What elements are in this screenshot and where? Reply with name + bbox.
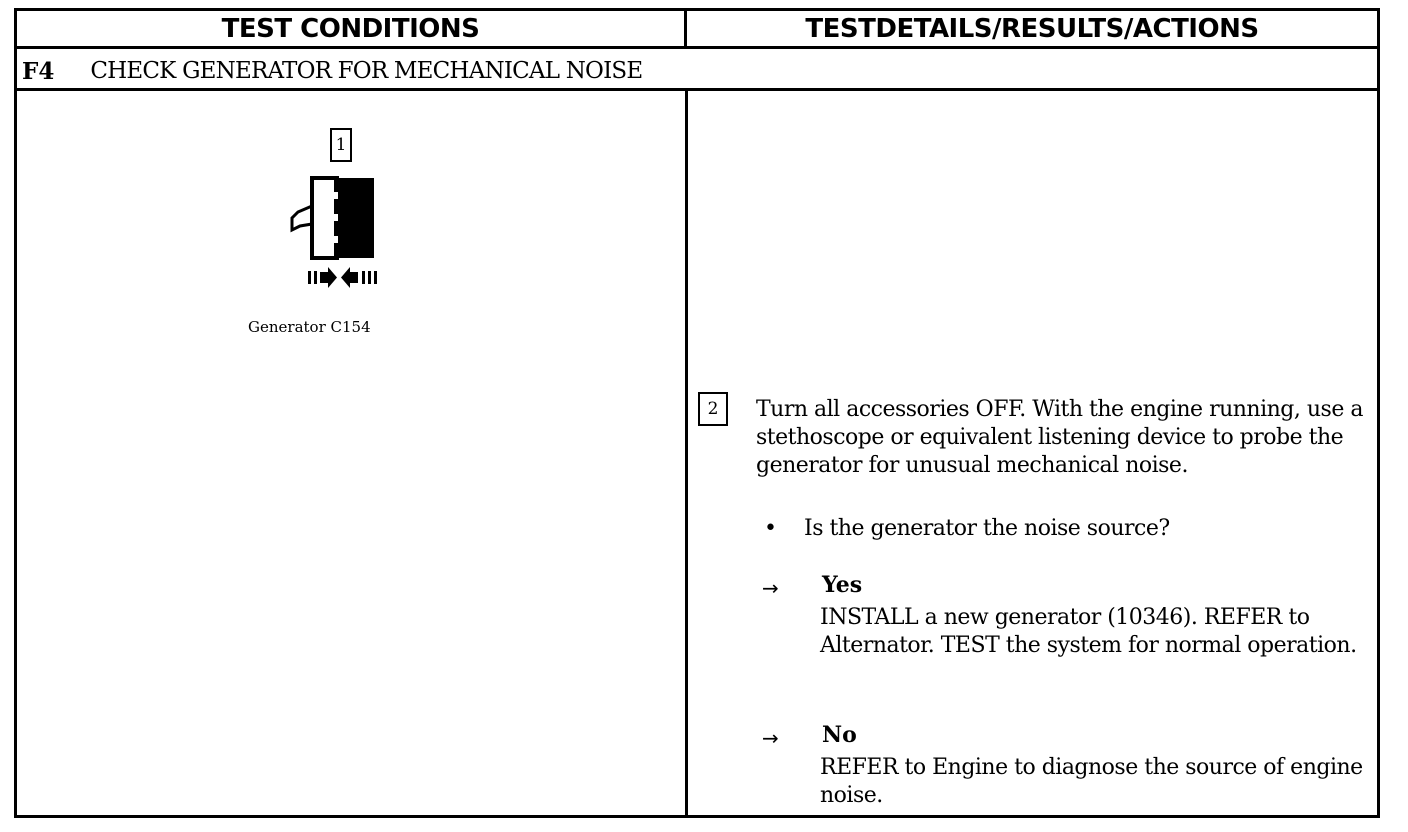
bullet-icon: •	[764, 516, 777, 541]
question-line	[764, 515, 1170, 543]
body-column-divider	[685, 88, 688, 818]
no-arrow-icon: →	[762, 726, 779, 750]
instruction-text: Turn all accessories OFF. With the engine running, use a stethoscope or equivalent listening device to probe the generator for unusual mechanical noise.	[756, 397, 1363, 478]
step-title: CHECK GENERATOR FOR MECHANICAL NOISE	[90, 58, 643, 84]
question-text: Is the generator the noise source?	[804, 516, 1170, 541]
header-test-conditions: TEST CONDITIONS	[221, 14, 480, 44]
step-title-row	[22, 53, 642, 89]
yes-label: Yes	[822, 572, 863, 598]
connector-caption: Generator C154	[248, 318, 371, 336]
callout-2: 2	[698, 392, 728, 426]
connector-diagram-icon	[282, 168, 402, 298]
callout-1: 1	[330, 128, 352, 162]
header-test-details: TESTDETAILS/RESULTS/ACTIONS	[805, 14, 1259, 44]
yes-action-text: INSTALL a new generator (10346). REFER to Alternator. TEST the system for normal operation.	[820, 605, 1357, 658]
step-id: F4	[22, 57, 55, 85]
no-action-text: REFER to Engine to diagnose the source of engine noise.	[820, 755, 1363, 808]
no-label: No	[822, 722, 857, 748]
yes-arrow-icon: →	[762, 576, 779, 600]
